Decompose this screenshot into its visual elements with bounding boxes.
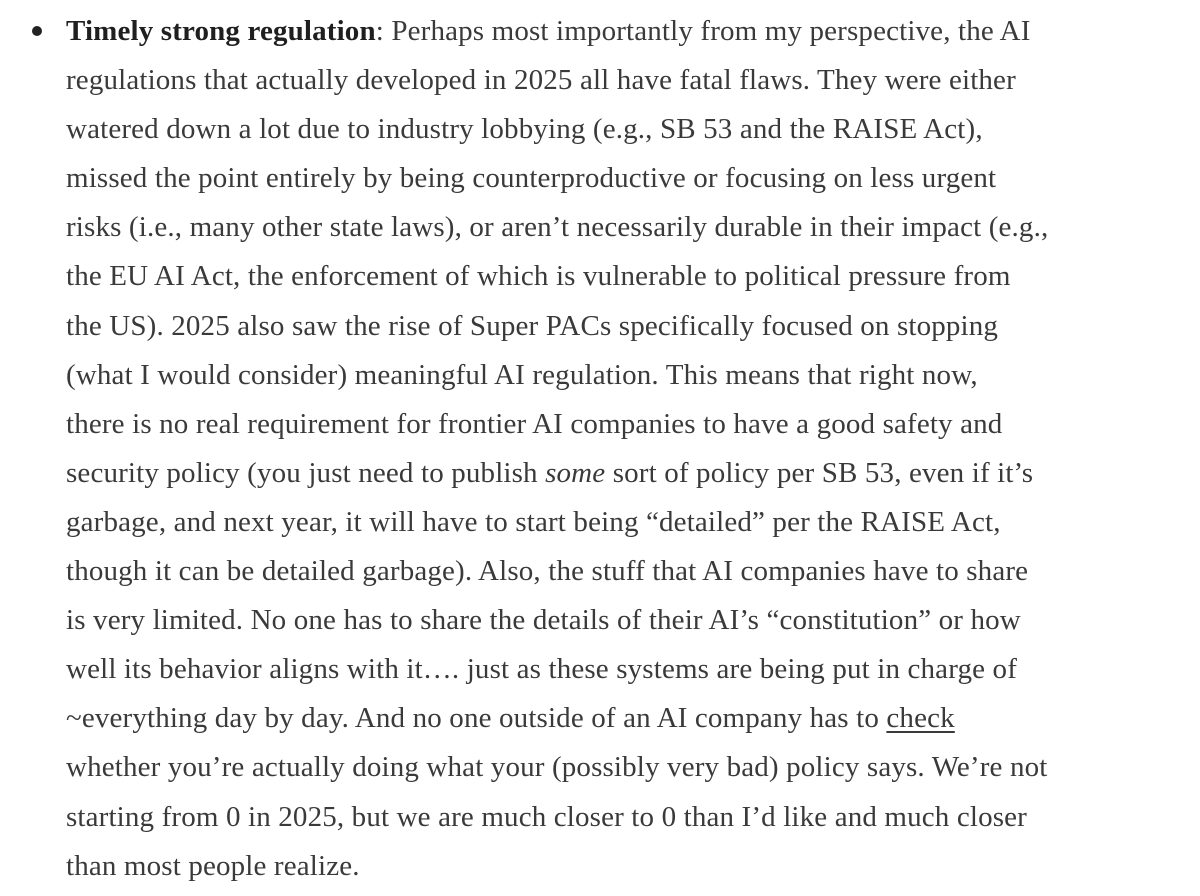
text-line: [66, 7, 1184, 56]
text-line: [66, 449, 1184, 498]
paragraph-text: ~everything day by day. And no one outside of an AI company has to: [66, 702, 887, 735]
text-line: is very limited. No one has to share the details of their AI’s “constitution” or how: [66, 604, 1021, 637]
text-line: garbage, and next year, it will have to start being “detailed” per the RAISE Act,: [66, 505, 1001, 538]
text-line: than most people realize.: [66, 849, 360, 882]
paragraph-text: security policy (you just need to publish: [66, 456, 546, 489]
text-line: though it can be detailed garbage). Also, the stuff that AI companies have to share: [66, 555, 1029, 588]
check-link[interactable]: check: [886, 702, 955, 735]
emphasis-text: some: [545, 456, 606, 489]
text-line: (what I would consider) meaningful AI regulation. This means that right now,: [66, 358, 978, 391]
text-line: regulations that actually developed in 2025 all have fatal flaws. They were either: [66, 64, 1016, 97]
bullet-dot-icon: [32, 26, 42, 36]
paragraph-text: sort of policy per SB 53, even if it’s: [605, 456, 1034, 489]
text-line: starting from 0 in 2025, but we are much closer to 0 than I’d like and much closer: [66, 800, 1027, 833]
text-line: missed the point entirely by being counterproductive or focusing on less urgent: [66, 162, 997, 195]
list-item: [66, 7, 1184, 891]
text-line: watered down a lot due to industry lobbying (e.g., SB 53 and the RAISE Act),: [66, 113, 983, 146]
text-line: [66, 694, 1184, 743]
bullet-heading: Timely strong regulation: [66, 15, 376, 47]
text-line: whether you’re actually doing what your (possibly very bad) policy says. We’re not: [66, 751, 1048, 784]
text-line: the US). 2025 also saw the rise of Super PACs specifically focused on stopping: [66, 309, 999, 342]
text-line: there is no real requirement for frontier AI companies to have a good safety and: [66, 407, 1003, 440]
text-line: the EU AI Act, the enforcement of which is vulnerable to political pressure from: [66, 260, 1011, 293]
paragraph-text: Perhaps most importantly from my perspective, the AI: [383, 15, 1031, 47]
text-line: well its behavior aligns with it…. just as these systems are being put in charge of: [66, 653, 1018, 686]
heading-colon: :: [375, 15, 384, 47]
text-line: risks (i.e., many other state laws), or aren’t necessarily durable in their impact (e.g.,: [66, 211, 1049, 244]
